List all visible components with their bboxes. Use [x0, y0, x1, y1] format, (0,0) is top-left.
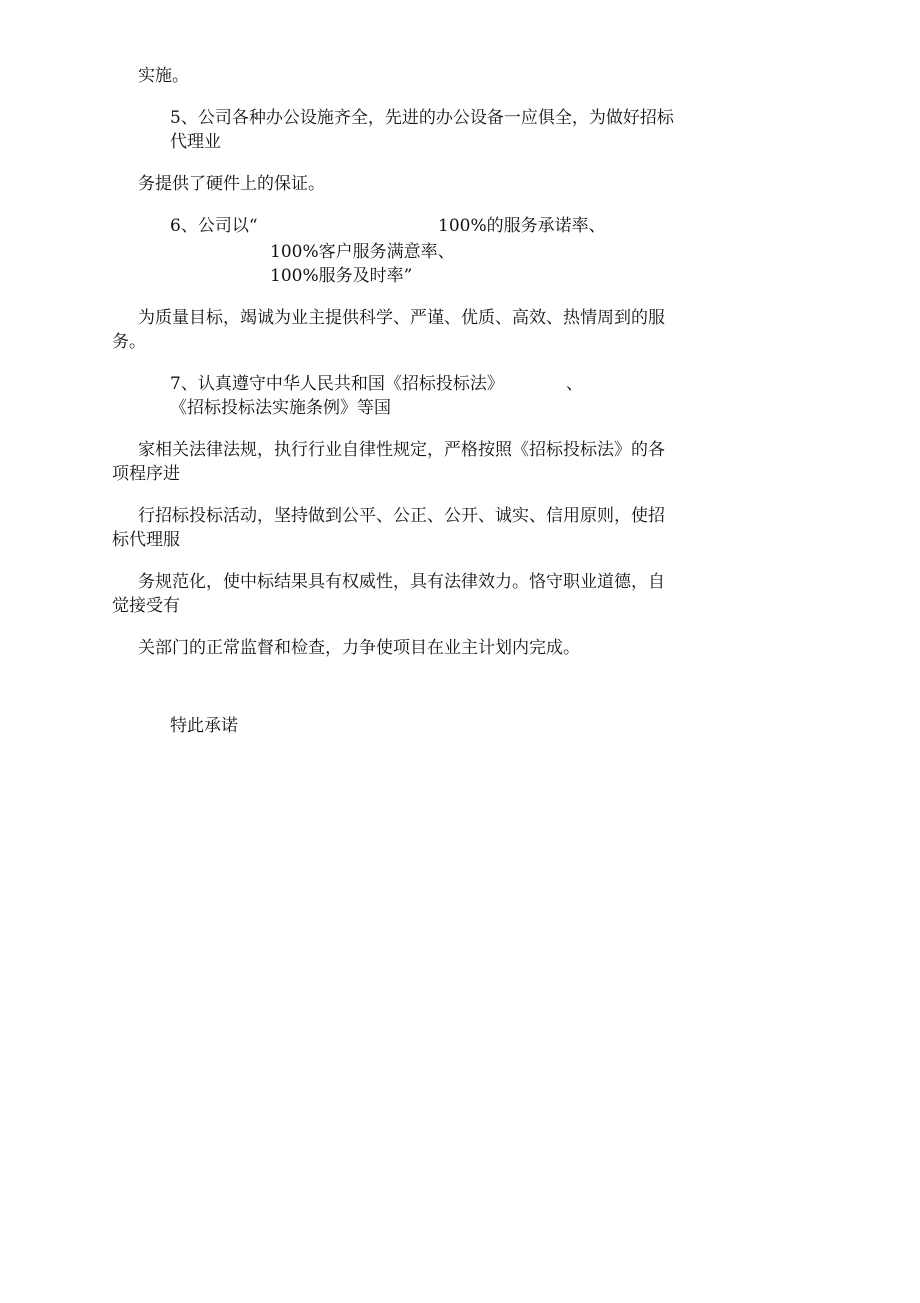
item-7-text: 7、认真遵守中华人民共和国《招标投标法》 [170, 374, 504, 394]
text-line: 为质量目标，竭诚为业主提供科学、严谨、优质、高效、热情周到的服 [138, 308, 665, 328]
text-line: 标代理服 [112, 530, 180, 550]
text-line: 觉接受有 [112, 596, 180, 616]
text-line: 行招标投标活动，坚持做到公平、公正、公开、诚实、信用原则，使招 [138, 506, 665, 526]
text-line: 100%服务及时率” [270, 266, 413, 286]
text-line: 、 [566, 374, 583, 394]
text-line: 100%的服务承诺率、 [438, 216, 606, 236]
text-line: 关部门的正常监督和检查，力争使项目在业主计划内完成。 [138, 638, 580, 658]
text-line: 务规范化，使中标结果具有权威性，具有法律效力。恪守职业道德，自 [138, 572, 665, 592]
text-line: 务提供了硬件上的保证。 [138, 174, 325, 194]
text-line: 家相关法律法规，执行行业自律性规定，严格按照《招标投标法》的各 [138, 440, 665, 460]
item-6-text: 6、公司以“ [170, 216, 258, 236]
text-line: 项程序进 [112, 464, 180, 484]
text-line: 100%客户服务满意率、 [270, 242, 455, 262]
text-line: 实施。 [138, 66, 189, 86]
item-5-text: 5、公司各种办公设施齐全，先进的办公设备一应俱全，为做好招标 [170, 108, 674, 128]
text-line: 代理业 [170, 132, 221, 152]
text-line: 《招标投标法实施条例》等国 [170, 398, 391, 418]
text-line: 务。 [112, 332, 146, 352]
closing-statement: 特此承诺 [170, 716, 238, 736]
